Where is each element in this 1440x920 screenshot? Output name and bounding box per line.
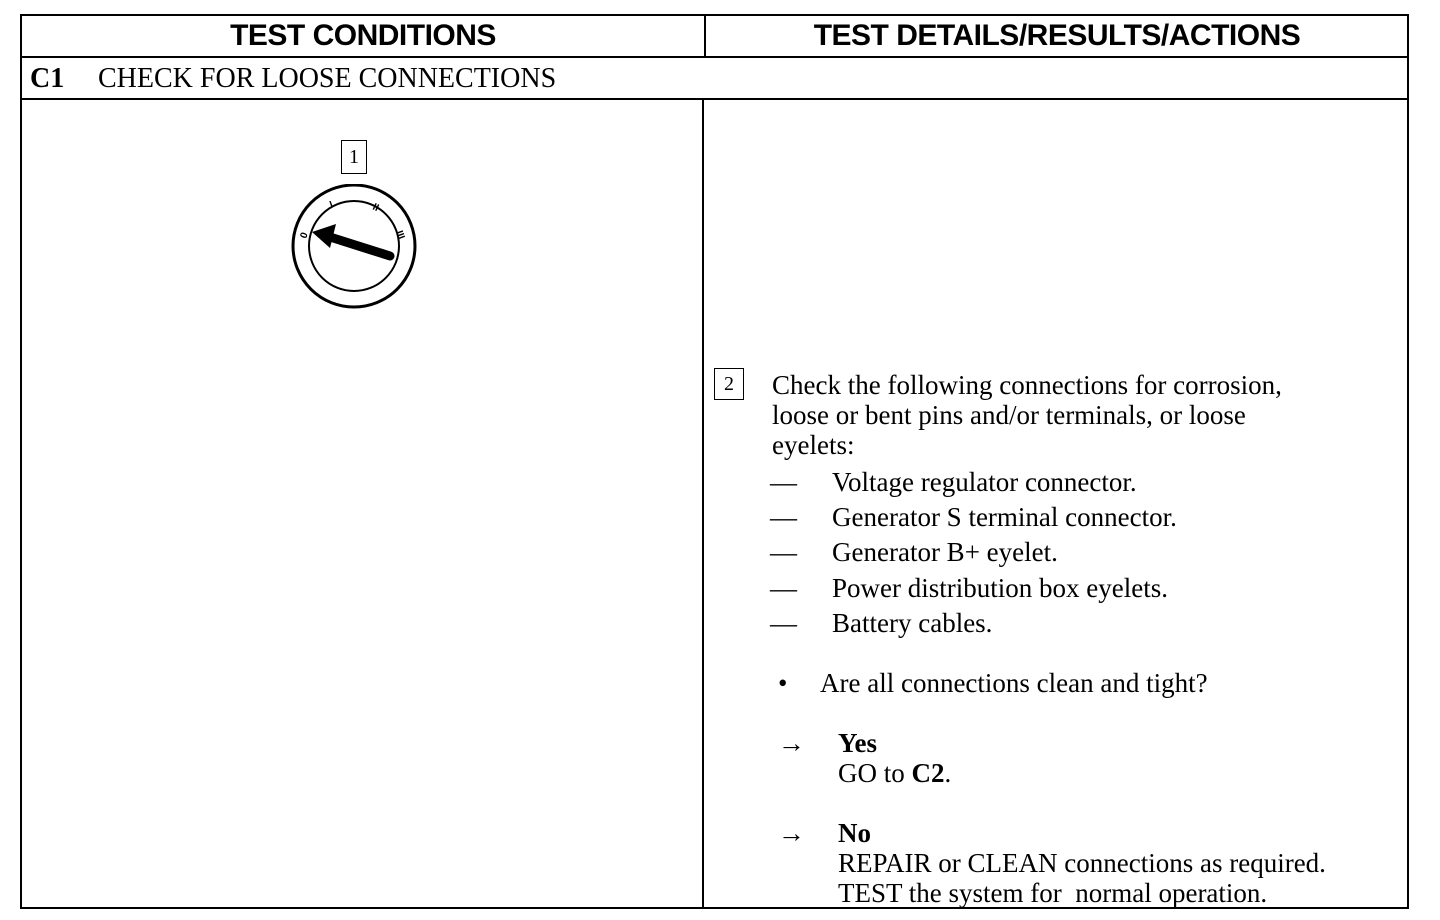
step-2-number-box: 2 [714,368,744,400]
switch-mark-0: 0 [298,231,311,241]
no-action-line-2: TEST the system for normal operation. [838,878,1268,908]
item-dash: — [770,608,797,638]
yes-body [838,728,951,788]
connection-item-text: Power distribution box eyelets. [832,573,1168,603]
yes-action [838,758,951,788]
no-arrow: → [778,818,805,848]
switch-mark-2: II [370,201,381,215]
switch-mark-1: I [328,199,335,211]
header-test-details: TEST DETAILS/RESULTS/ACTIONS [813,19,1301,52]
test-table [20,14,1409,909]
answer-yes [778,728,951,788]
yes-action-prefix: GO to [838,758,912,788]
connection-item [770,537,1058,567]
body-column-divider [702,98,704,909]
answer-no [778,818,1326,908]
connection-item [770,467,1137,497]
step-2-intro-line-3: eyelets: [772,430,855,460]
step-1-number-box: 1 [341,140,367,174]
section-title-row [30,60,556,98]
item-dash: — [770,467,797,497]
no-body [838,818,1326,908]
section-title: CHECK FOR LOOSE CONNECTIONS [98,63,557,94]
connection-item-text: Battery cables. [832,608,993,638]
connection-item-text: Generator S terminal connector. [832,502,1177,532]
connection-item [770,608,992,638]
connection-item [770,573,1168,603]
ignition-switch-off-icon [284,184,424,314]
section-divider [20,98,1409,100]
yes-arrow: → [778,728,805,758]
section-code: C1 [30,63,65,94]
header-test-conditions: TEST CONDITIONS [230,19,496,52]
connection-item-text: Voltage regulator connector. [832,467,1137,497]
switch-mark-3: III [393,229,407,241]
step-2-intro-line-2: loose or bent pins and/or terminals, or loose [772,400,1246,430]
yes-action-target: C2 [911,758,945,788]
connection-item [770,502,1177,532]
connection-item-text: Generator B+ eyelet. [832,537,1058,567]
no-action-line-1: REPAIR or CLEAN connections as required. [838,848,1326,878]
yes-action-suffix: . [944,758,952,788]
step-2-intro-line-1: Check the following connections for corrosion, [772,370,1282,400]
question-bullet: • [778,668,788,698]
no-label: No [838,818,871,848]
yes-label: Yes [838,728,877,758]
item-dash: — [770,502,797,532]
question-row [778,668,1208,698]
question-text: Are all connections clean and tight? [820,668,1208,698]
item-dash: — [770,573,797,603]
item-dash: — [770,537,797,567]
